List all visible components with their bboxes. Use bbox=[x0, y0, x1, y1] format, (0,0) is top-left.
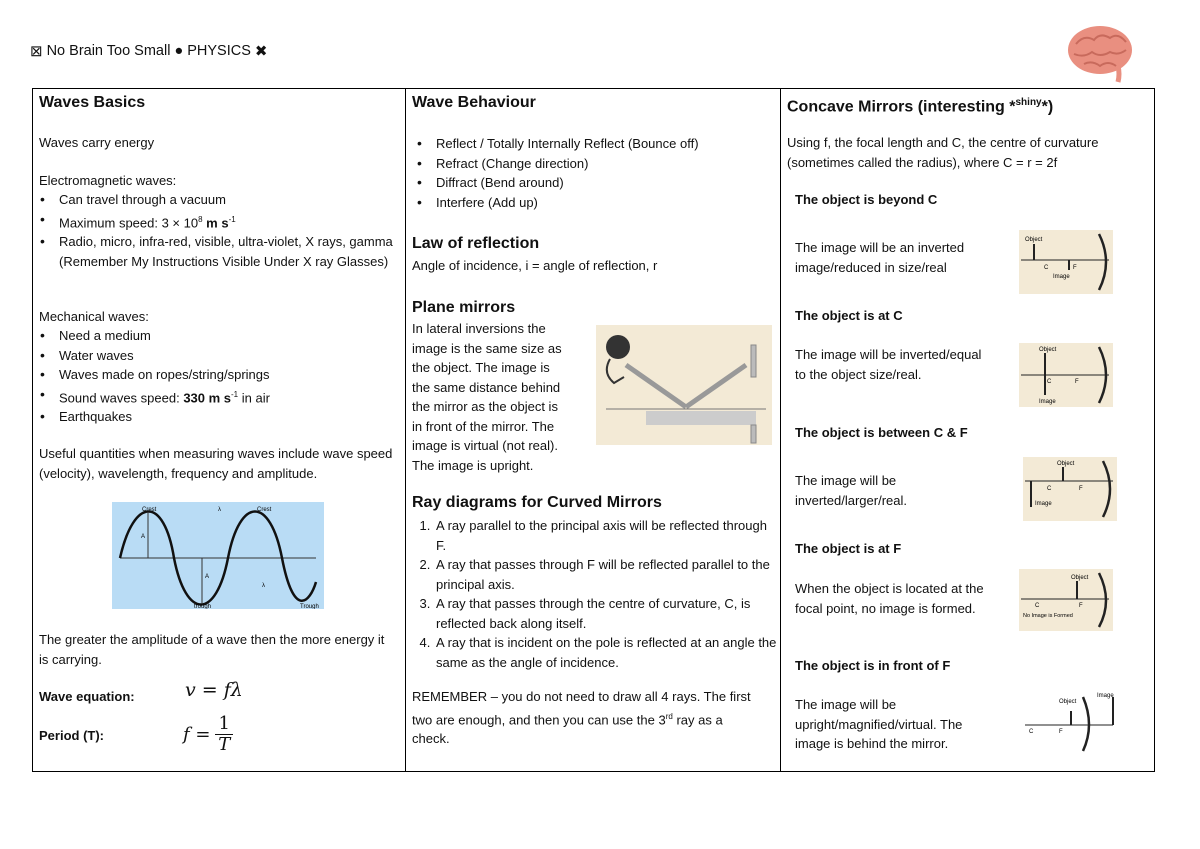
concave-mirror-diagram bbox=[1019, 343, 1113, 407]
mech-heading: Mechanical waves: bbox=[39, 309, 149, 324]
case-title: The object is between C & F bbox=[795, 425, 968, 440]
content-table bbox=[32, 88, 1155, 772]
list-item: 3. A ray that passes through the centre of curvature, C, is reflected back along itself. bbox=[434, 594, 779, 633]
period-numerator: 1 bbox=[215, 714, 232, 735]
text-line: image is virtual (not real). bbox=[412, 438, 558, 453]
svg-text:F: F bbox=[1075, 379, 1079, 385]
text-line: image is the same size as bbox=[412, 340, 562, 356]
text-line: The image is upright. bbox=[412, 457, 534, 473]
brand-title: No Brain Too Small bbox=[46, 43, 171, 59]
waves-basics-column bbox=[33, 89, 406, 772]
mech-list bbox=[39, 326, 411, 427]
period-lhs: f = bbox=[183, 723, 211, 745]
em-heading: Electromagnetic waves: bbox=[39, 173, 177, 188]
concave-intro: Using f, the focal length and C, the centre of curvature (sometimes called the radius), where C = r = 2f bbox=[787, 135, 1099, 170]
plane-mirrors-heading: Plane mirrors bbox=[412, 299, 516, 316]
list-item: • Waves made on ropes/string/springs bbox=[59, 365, 411, 385]
em-list bbox=[39, 190, 411, 271]
case-title: The object is beyond C bbox=[795, 192, 938, 207]
trough-label: trough bbox=[194, 604, 212, 609]
svg-text:Image: Image bbox=[1053, 274, 1070, 280]
svg-text:Object: Object bbox=[1039, 347, 1057, 353]
concave-mirrors-column bbox=[781, 89, 1155, 772]
crest-label: Crest bbox=[257, 507, 272, 513]
x-icon: ⊠ bbox=[30, 43, 43, 60]
case-title: The object is at C bbox=[795, 308, 903, 323]
svg-text:F: F bbox=[1079, 486, 1083, 492]
list-item: • Sound waves speed: 330 m $s^{-1}$ in air bbox=[59, 385, 411, 408]
wave-diagram bbox=[112, 502, 324, 609]
svg-text:C: C bbox=[1029, 729, 1034, 735]
list-item: 4. A ray that is incident on the pole is reflected at an angle the same as the angle of incidence. bbox=[434, 633, 779, 672]
svg-text:Image: Image bbox=[1039, 399, 1056, 405]
list-item: • Diffract (Bend around) bbox=[436, 173, 791, 193]
useful-text: Useful quantities when measuring waves include wave speed (velocity), wavelength, frequency and amplitude. bbox=[39, 446, 393, 481]
lambda-label: λ bbox=[262, 583, 265, 589]
amplitude-text: The greater the amplitude of a wave then the more energy it is carrying. bbox=[39, 632, 385, 667]
crest-label: Crest bbox=[142, 507, 157, 513]
ray-list bbox=[412, 516, 779, 672]
text-line: In lateral inversions the bbox=[412, 321, 546, 336]
list-item: 2. A ray that passes through F will be reflected parallel to the principal axis. bbox=[434, 555, 779, 594]
dot-separator: ● bbox=[174, 43, 184, 59]
tools-icon: ✖ bbox=[254, 43, 268, 60]
list-item: 1. A ray parallel to the principal axis will be reflected through F. bbox=[434, 516, 779, 555]
law-text: Angle of incidence, i = angle of reflection, r bbox=[412, 258, 658, 273]
list-item: • Reflect / Totally Internally Reflect (Bounce off) bbox=[436, 134, 791, 154]
page-header bbox=[30, 42, 267, 60]
svg-text:Object: Object bbox=[1059, 699, 1077, 705]
wave-equation: v = fλ bbox=[185, 679, 243, 701]
svg-text:Object: Object bbox=[1057, 461, 1075, 467]
text-line: the same distance behind bbox=[412, 379, 561, 395]
wave-eq-label: Wave equation: bbox=[39, 689, 135, 704]
case-title: The object is at F bbox=[795, 541, 902, 556]
plane-mirrors-text bbox=[412, 319, 592, 475]
list-item: • Radio, micro, infra-red, visible, ultra-violet, X rays, gamma (Remember My Instructions Visible Under X ray Glasses) bbox=[59, 232, 411, 271]
text-line: the object. The image is bbox=[412, 360, 550, 375]
case-title: The object is in front of F bbox=[795, 658, 951, 673]
ray-diagrams-heading: Ray diagrams for Curved Mirrors bbox=[412, 494, 662, 511]
svg-text:Object: Object bbox=[1025, 237, 1043, 243]
period-denominator: T bbox=[218, 734, 231, 755]
case-text: The image will be inverted/larger/real. bbox=[795, 473, 907, 508]
case-text: The image will be upright/magnified/virtual. The image is behind the mirror. bbox=[795, 697, 963, 751]
svg-text:C: C bbox=[1044, 265, 1049, 271]
svg-text:F: F bbox=[1079, 603, 1083, 609]
svg-text:C: C bbox=[1035, 603, 1040, 609]
trough-label: Trough bbox=[300, 604, 319, 609]
wave-behaviour-column bbox=[406, 89, 781, 772]
svg-text:F: F bbox=[1059, 729, 1063, 735]
list-item: • Interfere (Add up) bbox=[436, 193, 791, 213]
lambda-label: λ bbox=[218, 507, 221, 513]
plane-mirror-illustration bbox=[596, 325, 772, 445]
amplitude-label: A bbox=[205, 574, 210, 580]
concave-mirror-diagram bbox=[1023, 457, 1117, 521]
list-item: • Need a medium bbox=[59, 326, 411, 346]
svg-text:Object: Object bbox=[1071, 575, 1089, 581]
list-item: • Can travel through a vacuum bbox=[59, 190, 411, 210]
svg-text:C: C bbox=[1047, 486, 1052, 492]
list-item: • Water waves bbox=[59, 346, 411, 366]
concave-mirror-diagram bbox=[1019, 230, 1113, 294]
remember-text: REMEMBER – you do not need to draw all 4 rays. The first two are enough, and then you can use the 3rd ray as a check. bbox=[412, 689, 751, 747]
concave-mirror-diagram bbox=[1019, 569, 1113, 631]
case-text: The image will be inverted/equal to the object size/real. bbox=[795, 347, 982, 382]
brain-logo-icon bbox=[1066, 22, 1136, 84]
svg-text:No Image is Formed: No Image is Formed bbox=[1023, 613, 1073, 619]
svg-text:C: C bbox=[1047, 379, 1052, 385]
amplitude-label: A bbox=[141, 534, 146, 540]
list-item: • Refract (Change direction) bbox=[436, 154, 791, 174]
list-item: • Earthquakes bbox=[59, 407, 411, 427]
concave-mirror-diagram bbox=[1023, 689, 1117, 753]
case-text: The image will be an inverted image/reduced in size/real bbox=[795, 240, 965, 275]
behaviour-list bbox=[416, 134, 791, 212]
period-equation bbox=[183, 714, 233, 755]
period-label: Period (T): bbox=[39, 728, 104, 743]
subject-label: PHYSICS bbox=[187, 43, 251, 59]
intro-text: Waves carry energy bbox=[39, 135, 155, 150]
text-line: in front of the mirror. The bbox=[412, 418, 555, 434]
text-line: the mirror as the object is bbox=[412, 399, 558, 414]
svg-text:F: F bbox=[1073, 265, 1077, 271]
list-item: • Maximum speed: $3 \times 10^8$ m $s^{-1}$ bbox=[59, 210, 411, 233]
svg-text:Image: Image bbox=[1097, 693, 1114, 699]
wave-behaviour-heading: Wave Behaviour bbox=[412, 94, 536, 111]
law-heading: Law of reflection bbox=[412, 235, 540, 252]
case-text: When the object is located at the focal point, no image is formed. bbox=[795, 581, 984, 616]
waves-basics-heading: Waves Basics bbox=[39, 94, 146, 111]
svg-text:Image: Image bbox=[1035, 501, 1052, 507]
concave-mirrors-heading: Concave Mirrors (interesting *$^{shiny}$*) bbox=[787, 97, 1054, 116]
